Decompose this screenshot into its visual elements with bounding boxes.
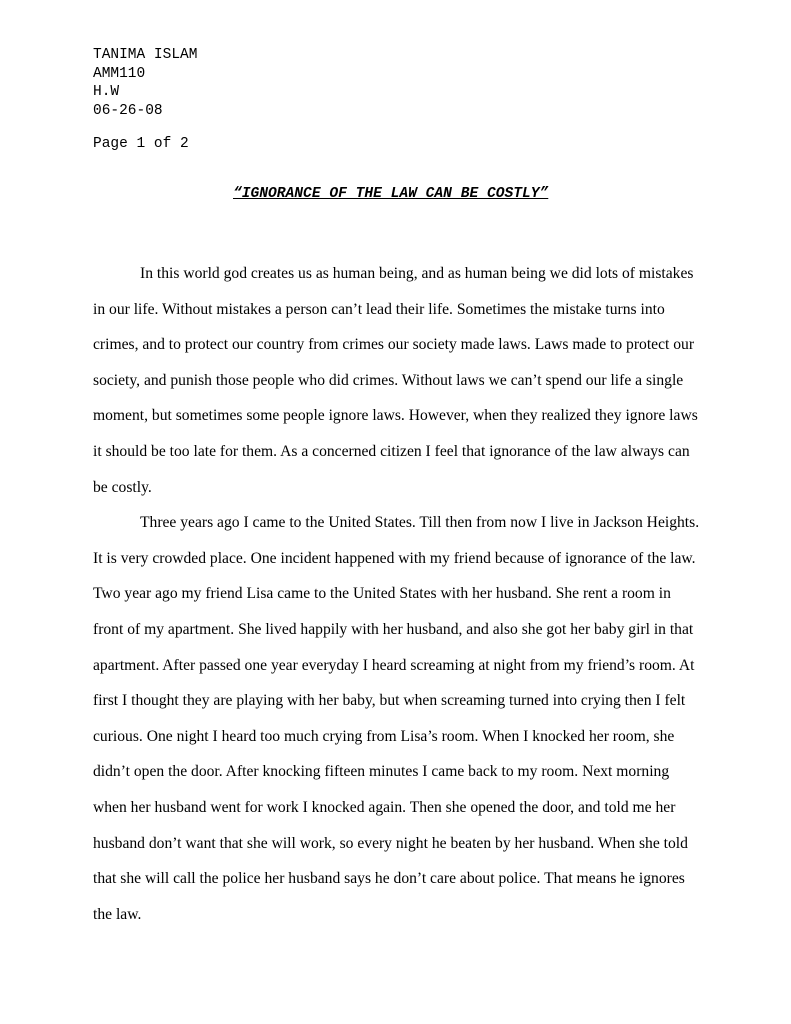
paragraph-line: In this world god creates us as human being, and as human being we did lots of mistakes xyxy=(140,265,694,282)
paragraph-line: it should be too late for them. As a concerned citizen I feel that ignorance of the law always can xyxy=(93,442,690,460)
paragraph-line: Two year ago my friend Lisa came to the United States with her husband. She rent a room in xyxy=(93,585,671,603)
paragraph-line: Three years ago I came to the United States. Till then from now I live in Jackson Heights. xyxy=(140,514,700,532)
paragraph-line: when her husband went for work I knocked again. Then she opened the door, and told me her xyxy=(93,798,676,816)
submission-date: 06-26-08 xyxy=(93,102,163,119)
paragraph-line: crimes, and to protect our country from crimes our society made laws. Laws made to protect our xyxy=(93,336,695,354)
paragraph-line: It is very crowded place. One incident happened with my friend because of ignorance of the law. xyxy=(93,549,696,567)
paragraph-line: moment, but sometimes some people ignore laws. However, when they realized they ignore laws xyxy=(93,407,698,425)
paragraph-line: apartment. After passed one year everyday I heard screaming at night from my friend’s room. At xyxy=(93,656,695,674)
paragraph-line: didn’t open the door. After knocking fifteen minutes I came back to my room. Next morning xyxy=(93,763,670,781)
paragraph-line: that she will call the police her husband says he don’t care about police. That means he ignores xyxy=(93,870,685,888)
paragraph-line: husband don’t want that she will work, so every night he beaten by her husband. When she told xyxy=(93,834,688,852)
course-code: AMM110 xyxy=(93,65,146,82)
paragraph-line: curious. One night I heard too much crying from Lisa’s room. When I knocked her room, she xyxy=(93,727,675,745)
essay-title: “IGNORANCE OF THE LAW CAN BE COSTLY” xyxy=(233,186,549,202)
paragraph-line: first I thought they are playing with her baby, but when screaming turned into crying then I felt xyxy=(93,692,686,710)
paragraph-line: in our life. Without mistakes a person can’t lead their life. Sometimes the mistake turns into xyxy=(93,300,665,318)
page-indicator: Page 1 of 2 xyxy=(93,136,189,152)
paragraph-line: front of my apartment. She lived happily with her husband, and also she got her baby girl in that xyxy=(93,620,694,638)
paragraph-line: the law. xyxy=(93,905,142,923)
author-name: TANIMA ISLAM xyxy=(93,47,198,63)
assignment-label: H.W xyxy=(93,84,120,100)
paragraph-line: be costly. xyxy=(93,478,152,496)
paragraph-1 xyxy=(93,256,699,505)
author-header xyxy=(93,46,197,120)
paragraph-2 xyxy=(93,505,699,932)
essay-body xyxy=(93,256,699,932)
paragraph-line: society, and punish those people who did crimes. Without laws we can’t spend our life a single xyxy=(93,371,684,389)
